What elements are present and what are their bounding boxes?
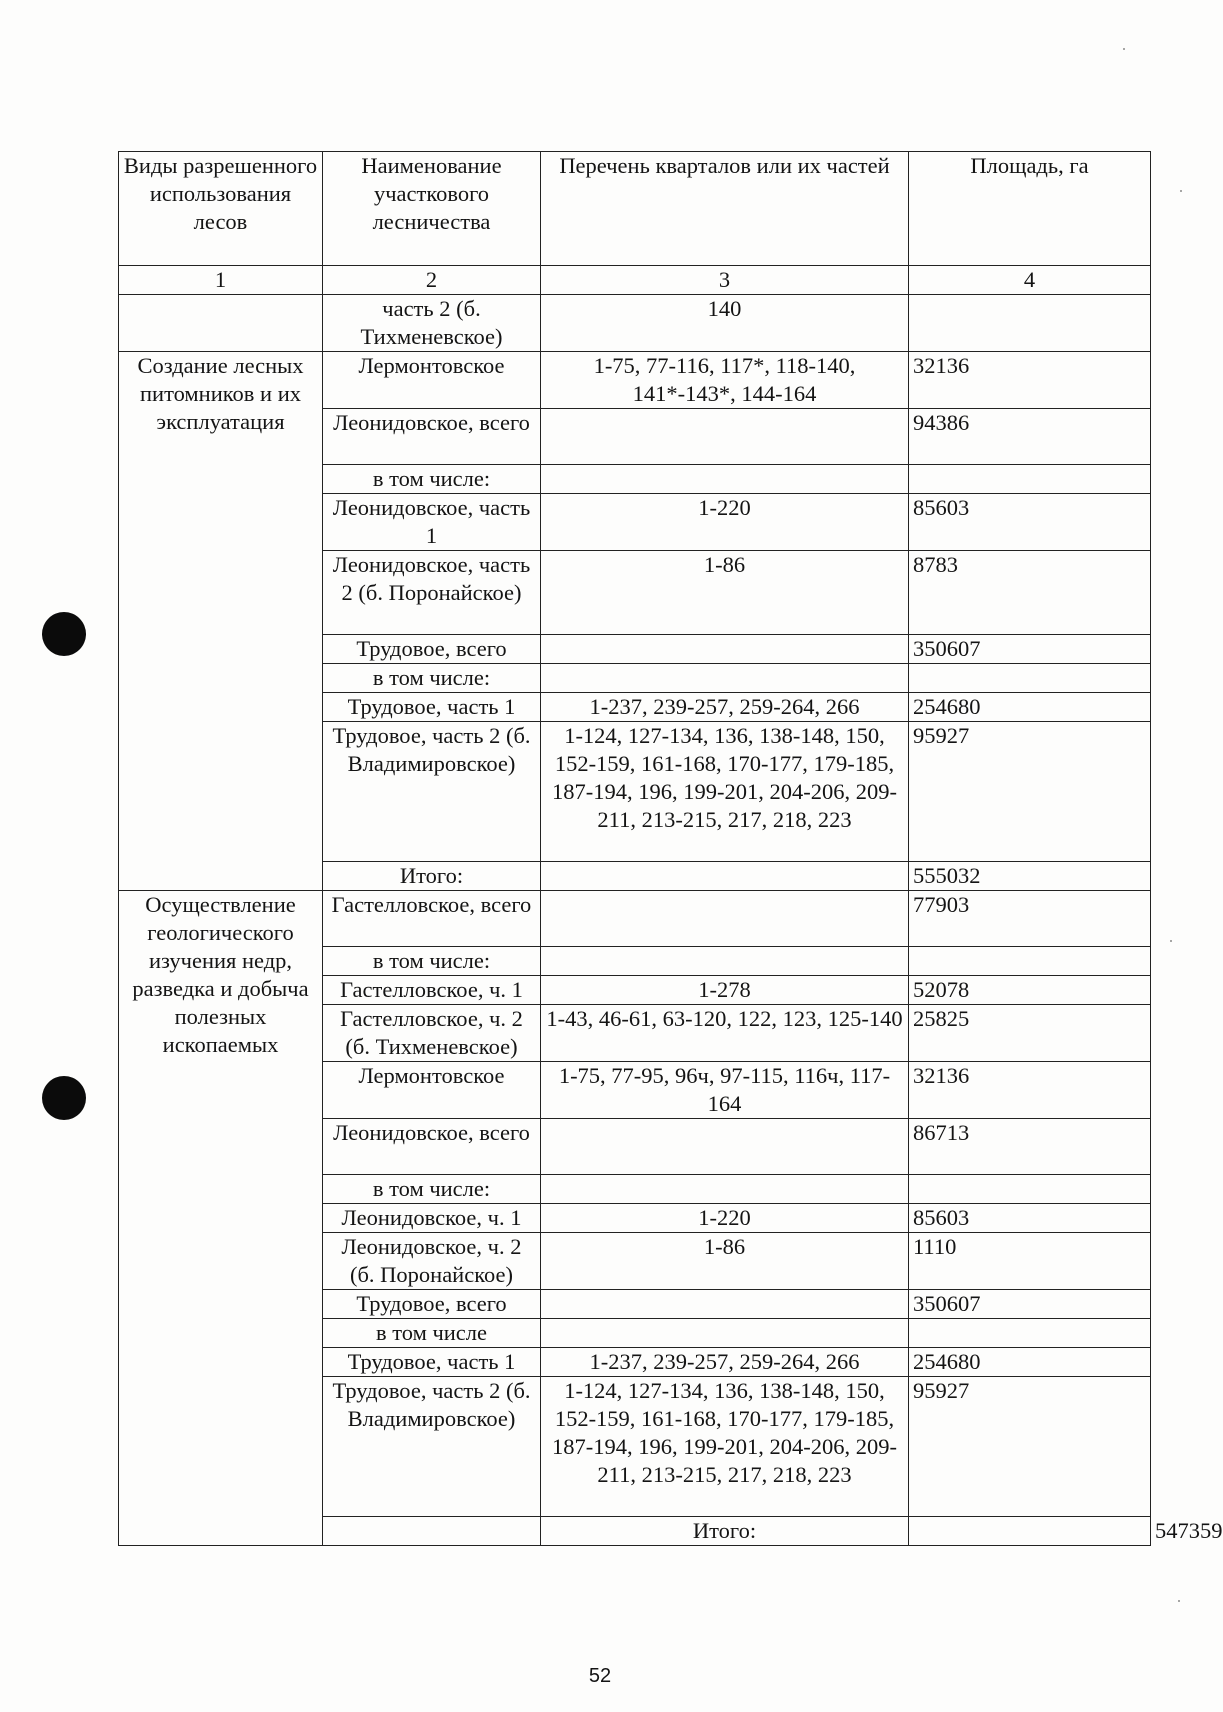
quarters-list: 1-86	[541, 551, 909, 635]
area-value	[909, 295, 1151, 352]
area-value	[909, 465, 1151, 494]
forestry-name: Гастелловское, ч. 2 (б. Тихменевское)	[323, 1005, 541, 1062]
forestry-name: Лермонтовское	[323, 1062, 541, 1119]
quarters-list: 1-278	[541, 976, 909, 1005]
scan-speck	[1123, 48, 1125, 50]
quarters-list: 1-124, 127-134, 136, 138-148, 150, 152-159, 161-168, 170-177, 179-185, 187-194, 196, 199-201, 204-206, 209-211, 213-215, 217, 218, 223	[541, 722, 909, 862]
quarters-list	[541, 1119, 909, 1175]
forestry-name: Леонидовское, всего	[323, 409, 541, 465]
scan-speck	[1178, 1600, 1180, 1602]
forestry-name: Трудовое, часть 2 (б. Владимировское)	[323, 1377, 541, 1517]
header-col-area: Площадь, га	[909, 152, 1151, 266]
header-col-forestry: Наименование участкового лесничества	[323, 152, 541, 266]
quarters-list	[541, 862, 909, 891]
area-value: 8783	[909, 551, 1151, 635]
header-row	[119, 152, 1151, 266]
header-col-quarters: Перечень кварталов или их частей	[541, 152, 909, 266]
use-cell-empty	[323, 1517, 541, 1546]
quarters-list	[541, 891, 909, 947]
subtotal-area: 555032	[909, 862, 1151, 891]
scan-speck	[1170, 940, 1172, 942]
forestry-name: Гастелловское, ч. 1	[323, 976, 541, 1005]
area-value	[909, 1319, 1151, 1348]
col-number: 3	[541, 266, 909, 295]
forestry-name: Лермонтовское	[323, 352, 541, 409]
use-type-nurseries: Создание лесных питомников и их эксплуатация	[119, 352, 323, 891]
column-number-row	[119, 266, 1151, 295]
forestry-name: в том числе	[323, 1319, 541, 1348]
area-value: 32136	[909, 352, 1151, 409]
forestry-name: в том числе:	[323, 1175, 541, 1204]
area-value: 86713	[909, 1119, 1151, 1175]
use-cell-empty	[119, 295, 323, 352]
page-number: 52	[588, 1665, 612, 1687]
forestry-name: Трудовое, часть 1	[323, 1348, 541, 1377]
area-value: 254680	[909, 1348, 1151, 1377]
area-value: 25825	[909, 1005, 1151, 1062]
area-value: 32136	[909, 1062, 1151, 1119]
area-value: 350607	[909, 635, 1151, 664]
scan-speck	[1180, 190, 1182, 192]
forest-use-table	[118, 151, 1223, 1546]
table-row	[119, 352, 1151, 409]
binder-hole-top	[42, 612, 86, 656]
forestry-name: в том числе:	[323, 465, 541, 494]
total-row: Итого: 547359	[119, 1517, 1151, 1546]
quarters-list: 1-75, 77-116, 117*, 118-140, 141*-143*, 144-164	[541, 352, 909, 409]
forestry-name: Леонидовское, часть 1	[323, 494, 541, 551]
quarters-list	[541, 1290, 909, 1319]
area-value: 1110	[909, 1233, 1151, 1290]
quarters-list	[909, 1517, 1151, 1546]
binder-hole-bottom	[42, 1076, 86, 1120]
forestry-name: Леонидовское, часть 2 (б. Поронайское)	[323, 551, 541, 635]
area-value: 350607	[909, 1290, 1151, 1319]
quarters-list	[541, 635, 909, 664]
quarters-list: 1-220	[541, 494, 909, 551]
forestry-name: в том числе:	[323, 664, 541, 693]
forestry-name: Трудовое, всего	[323, 1290, 541, 1319]
forestry-name: в том числе:	[323, 947, 541, 976]
quarters-list: 140	[541, 295, 909, 352]
forestry-name: Гастелловское, всего	[323, 891, 541, 947]
quarters-list: 1-124, 127-134, 136, 138-148, 150, 152-159, 161-168, 170-177, 179-185, 187-194, 196, 199-201, 204-206, 209-211, 213-215, 217, 218, 223	[541, 1377, 909, 1517]
area-value: 95927	[909, 722, 1151, 862]
quarters-list	[541, 664, 909, 693]
quarters-list	[541, 409, 909, 465]
quarters-list: 1-237, 239-257, 259-264, 266	[541, 693, 909, 722]
area-value: 94386	[909, 409, 1151, 465]
subtotal-label: Итого:	[323, 862, 541, 891]
forestry-name: Трудовое, часть 1	[323, 693, 541, 722]
forestry-name: Леонидовское, ч. 1	[323, 1204, 541, 1233]
forestry-name: Трудовое, часть 2 (б. Владимировское)	[323, 722, 541, 862]
quarters-list: 1-237, 239-257, 259-264, 266	[541, 1348, 909, 1377]
quarters-list	[541, 947, 909, 976]
area-value	[909, 947, 1151, 976]
area-value: 85603	[909, 494, 1151, 551]
quarters-list	[541, 1319, 909, 1348]
table-row	[119, 295, 1151, 352]
quarters-list: 1-86	[541, 1233, 909, 1290]
total-label: Итого:	[541, 1517, 909, 1546]
forestry-name: часть 2 (б. Тихменевское)	[323, 295, 541, 352]
quarters-list	[541, 1175, 909, 1204]
col-number: 1	[119, 266, 323, 295]
col-number: 2	[323, 266, 541, 295]
header-col-use: Виды разрешенного использования лесов	[119, 152, 323, 266]
area-value: 52078	[909, 976, 1151, 1005]
forestry-name: Леонидовское, всего	[323, 1119, 541, 1175]
col-number: 4	[909, 266, 1151, 295]
forestry-name: Леонидовское, ч. 2 (б. Поронайское)	[323, 1233, 541, 1290]
quarters-list: 1-75, 77-95, 96ч, 97-115, 116ч, 117-164	[541, 1062, 909, 1119]
area-value: 77903	[909, 891, 1151, 947]
quarters-list: 1-43, 46-61, 63-120, 122, 123, 125-140	[541, 1005, 909, 1062]
quarters-list	[541, 465, 909, 494]
quarters-list: 1-220	[541, 1204, 909, 1233]
use-type-geology: Осуществление геологического изучения недр, разведка и добыча полезных ископаемых	[119, 891, 323, 1546]
area-value: 85603	[909, 1204, 1151, 1233]
area-value: 254680	[909, 693, 1151, 722]
area-value: 95927	[909, 1377, 1151, 1517]
area-value	[909, 1175, 1151, 1204]
table-row	[119, 891, 1151, 947]
area-value	[909, 664, 1151, 693]
forestry-name: Трудовое, всего	[323, 635, 541, 664]
